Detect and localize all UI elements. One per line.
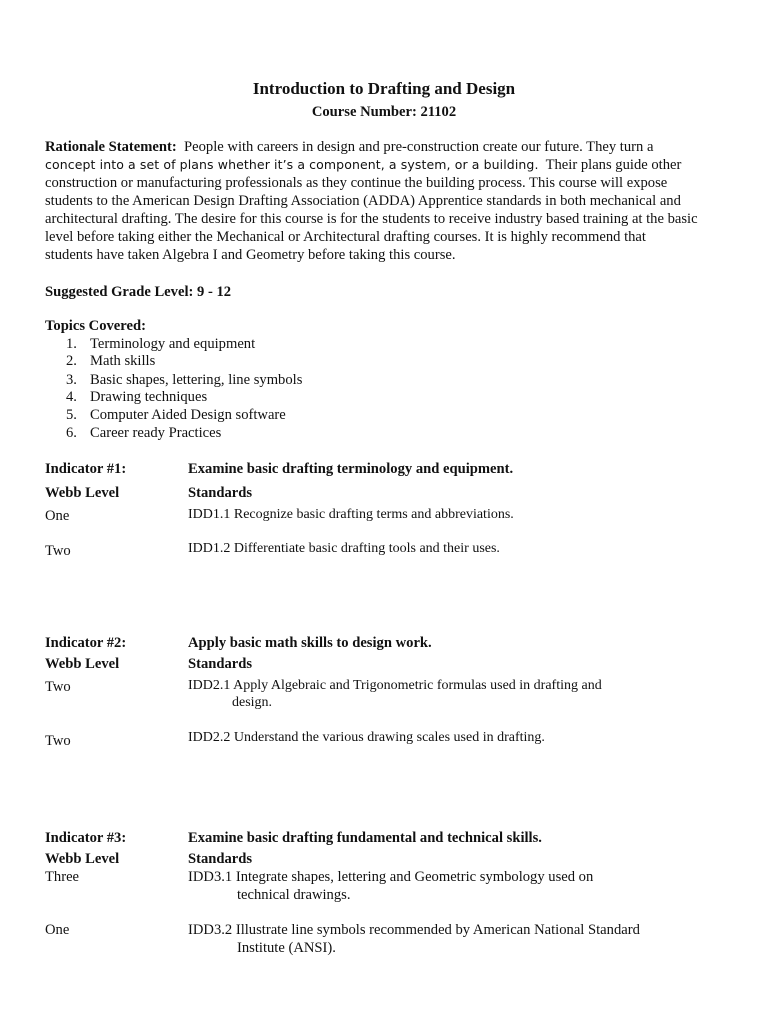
webb-level-value: Three	[45, 869, 80, 885]
rationale-line-4: students to the American Design Drafting Association (ADDA) Apprentice standards in both mechanical and	[45, 193, 681, 209]
list-item: 3. Basic shapes, lettering, line symbols	[66, 372, 303, 388]
course-number: Course Number: 21102	[311, 104, 457, 120]
standards-header: Standards	[188, 851, 253, 867]
standard-text: IDD3.2 Illustrate line symbols recommended by American National Standard	[188, 922, 640, 938]
webb-level-value: Two	[45, 679, 71, 695]
standard-text: IDD2.2 Understand the various drawing scales used in drafting.	[188, 730, 545, 745]
indicator-1-label: Indicator #1:	[45, 461, 127, 477]
rationale-line-7: students have taken Algebra I and Geometry before taking this course.	[45, 247, 456, 263]
rationale-handwritten-text: concept into a set of plans whether it’s a component, a system, or a building.	[45, 157, 539, 172]
rationale-line-6: level before taking either the Mechanical or Architectural drafting courses. It is highly recommend that	[45, 229, 646, 245]
indicator-2-label: Indicator #2:	[45, 635, 127, 651]
webb-level-value: One	[45, 508, 70, 524]
list-item: 6. Career ready Practices	[66, 425, 222, 441]
indicator-3-title: Examine basic drafting fundamental and technical skills.	[188, 830, 542, 846]
rationale-label: Rationale Statement:	[45, 139, 177, 155]
rationale-line-2	[45, 156, 681, 174]
standard-text: IDD3.1 Integrate shapes, lettering and Geometric symbology used on	[188, 869, 594, 885]
indicator-2-title: Apply basic math skills to design work.	[188, 635, 432, 651]
standard-text: IDD1.1 Recognize basic drafting terms and abbreviations.	[188, 507, 514, 522]
webb-level-header: Webb Level	[45, 851, 120, 867]
webb-level-header: Webb Level	[45, 656, 120, 672]
document-title: Introduction to Drafting and Design	[252, 79, 516, 98]
list-item: 5. Computer Aided Design software	[66, 407, 286, 423]
standard-text: IDD2.1 Apply Algebraic and Trigonometric formulas used in drafting and	[188, 678, 602, 693]
suggested-grade-level: Suggested Grade Level: 9 - 12	[45, 284, 232, 300]
list-item: 1. Terminology and equipment	[66, 336, 256, 352]
webb-level-value: Two	[45, 733, 71, 749]
rationale-line-3: construction or manufacturing professionals as they continue the building process. This course will expose	[45, 175, 668, 191]
indicator-1-title: Examine basic drafting terminology and equipment.	[188, 461, 514, 477]
standards-header: Standards	[188, 485, 253, 501]
indicator-3-label: Indicator #3:	[45, 830, 127, 846]
standard-text: IDD1.2 Differentiate basic drafting tools and their uses.	[188, 541, 500, 556]
webb-level-value: One	[45, 922, 70, 938]
list-item: 4. Drawing techniques	[66, 389, 208, 405]
standard-text-continued: Institute (ANSI).	[237, 940, 336, 956]
standards-header: Standards	[188, 656, 253, 672]
standard-text-continued: design.	[232, 695, 273, 710]
rationale-line-5: architectural drafting. The desire for this course is for the students to receive industry based training at the basic	[45, 211, 698, 227]
standard-text-continued: technical drawings.	[237, 887, 351, 903]
topics-heading: Topics Covered:	[45, 318, 146, 334]
rationale-text: Their plans guide other	[545, 157, 682, 173]
webb-level-header: Webb Level	[45, 485, 120, 501]
list-item: 2. Math skills	[66, 353, 156, 369]
webb-level-value: Two	[45, 543, 71, 559]
rationale-text: People with careers in design and pre-construction create our future. They turn a	[184, 139, 654, 155]
rationale-line-1	[45, 138, 653, 156]
